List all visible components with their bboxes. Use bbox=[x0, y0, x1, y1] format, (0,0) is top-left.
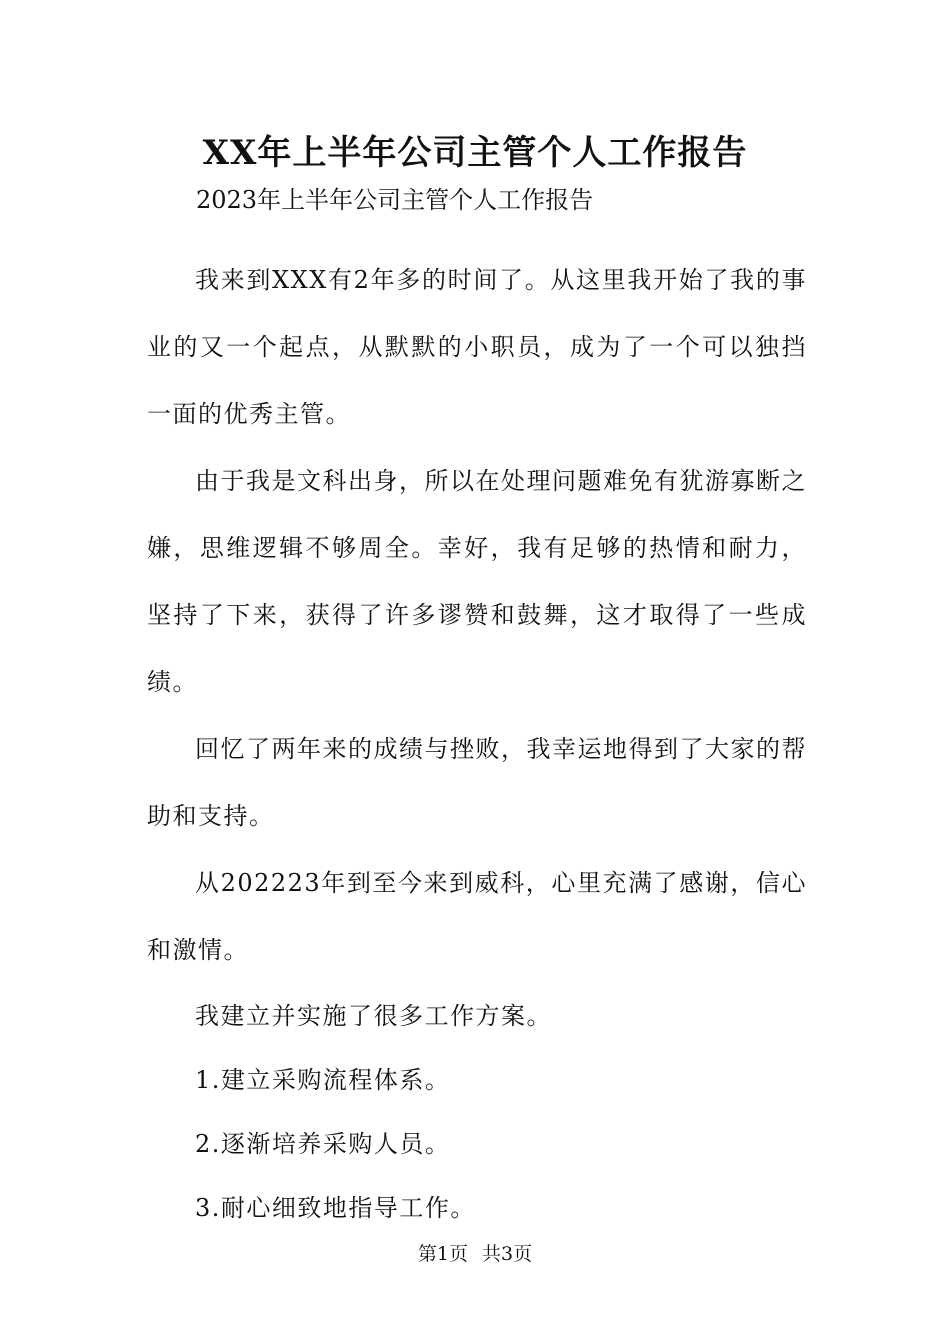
page-total: 共3页 bbox=[482, 1243, 533, 1265]
paragraph: 由于我是文科出身，所以在处理问题难免有犹游寡断之嫌，思维逻辑不够周全。幸好，我有足够的热情和耐力，坚持了下来，获得了许多谬赞和鼓舞，这才取得了一些成绩。 bbox=[147, 467, 807, 696]
page-number: 第1页 bbox=[417, 1243, 468, 1265]
document-title: XX年上半年公司主管个人工作报告 bbox=[202, 133, 748, 173]
paragraph: 回忆了两年来的成绩与挫败，我幸运地得到了大家的帮助和支持。 bbox=[147, 735, 807, 830]
document-body bbox=[147, 247, 807, 1240]
list-item: 3.耐心细致地指导工作。 bbox=[195, 1194, 476, 1222]
page-footer bbox=[0, 1240, 950, 1268]
paragraph: 我建立并实施了很多工作方案。 bbox=[195, 1002, 552, 1030]
document-subtitle: 2023年上半年公司主管个人工作报告 bbox=[196, 186, 594, 214]
list-item: 2.逐渐培养采购人员。 bbox=[195, 1130, 451, 1158]
list-item: 1.建立采购流程体系。 bbox=[195, 1066, 451, 1094]
paragraph: 我来到XXX有2年多的时间了。从这里我开始了我的事业的又一个起点，从默默的小职员，成为了一个可以独挡一面的优秀主管。 bbox=[147, 266, 807, 428]
paragraph: 从202223年到至今来到威科，心里充满了感谢，信心和激情。 bbox=[147, 869, 807, 964]
